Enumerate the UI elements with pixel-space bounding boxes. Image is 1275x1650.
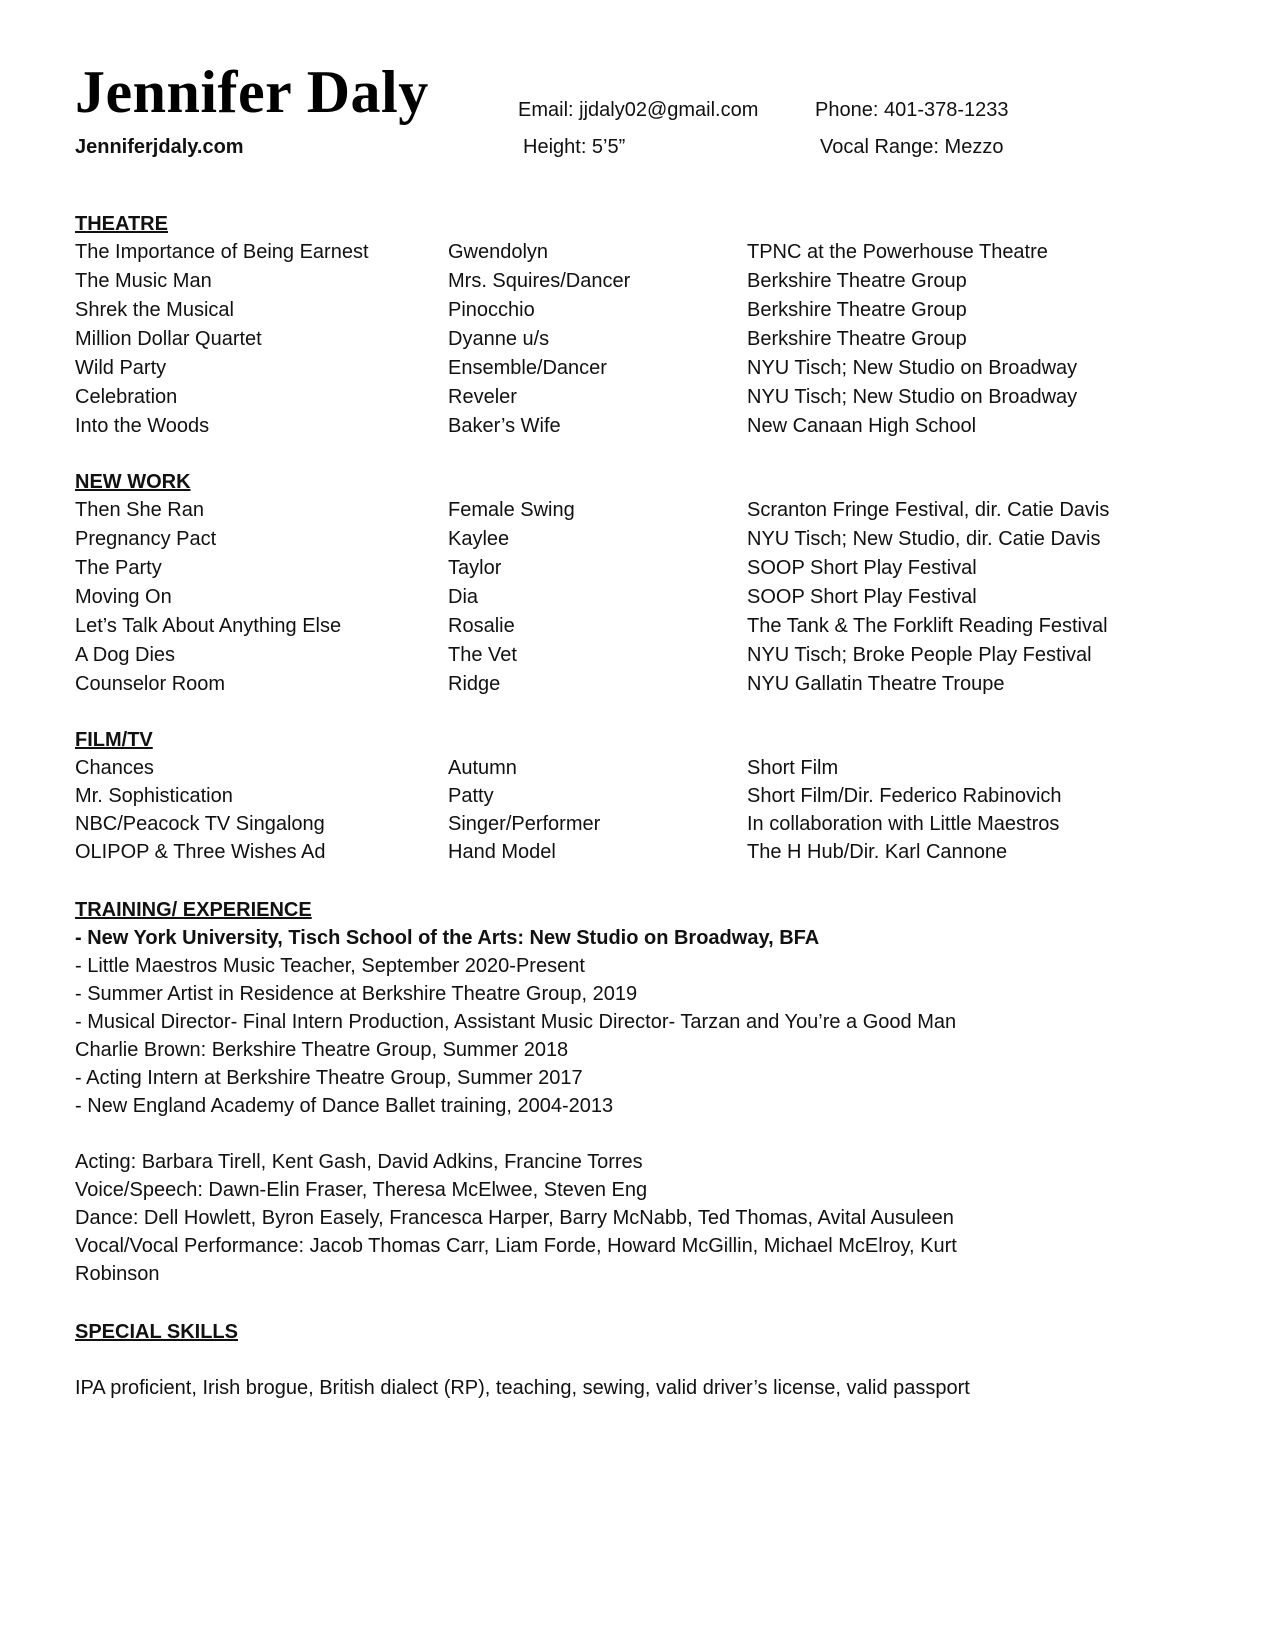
credit-venue: NYU Gallatin Theatre Troupe	[747, 673, 1005, 695]
credit-show: A Dog Dies	[75, 644, 176, 666]
credit-role: Mrs. Squires/Dancer	[448, 270, 631, 292]
resume-name: Jennifer Daly	[75, 59, 429, 125]
credit-row	[0, 238, 1275, 266]
credit-show: Then She Ran	[75, 499, 204, 521]
credit-row	[0, 554, 1275, 582]
credit-show: The Party	[75, 557, 162, 579]
credit-show: OLIPOP & Three Wishes Ad	[75, 841, 326, 863]
credit-row	[0, 670, 1275, 698]
credit-venue: NYU Tisch; New Studio, dir. Catie Davis	[747, 528, 1101, 550]
new-work-heading: NEW WORK	[75, 471, 191, 493]
phone: Phone: 401-378-1233	[815, 99, 1009, 121]
credit-show: Celebration	[75, 386, 178, 408]
credit-row	[0, 496, 1275, 524]
credit-venue: New Canaan High School	[747, 415, 977, 437]
credit-venue: The H Hub/Dir. Karl Cannone	[747, 841, 1008, 863]
credit-row	[0, 583, 1275, 611]
credit-row	[0, 782, 1275, 810]
credit-show: Into the Woods	[75, 415, 210, 437]
credit-venue: NYU Tisch; New Studio on Broadway	[747, 386, 1078, 408]
credit-role: Ridge	[448, 673, 501, 695]
experience-line: - New England Academy of Dance Ballet training, 2004-2013	[75, 1095, 614, 1117]
website: Jenniferjdaly.com	[75, 136, 244, 158]
experience-line: Charlie Brown: Berkshire Theatre Group, Summer 2018	[75, 1039, 569, 1061]
credit-role: Reveler	[448, 386, 517, 408]
credit-role: Rosalie	[448, 615, 515, 637]
credit-show: The Music Man	[75, 270, 212, 292]
credit-row	[0, 838, 1275, 866]
credit-row	[0, 525, 1275, 553]
email: Email: jjdaly02@gmail.com	[518, 99, 759, 121]
experience-line: - Acting Intern at Berkshire Theatre Group, Summer 2017	[75, 1067, 583, 1089]
experience-line: - Summer Artist in Residence at Berkshire Theatre Group, 2019	[75, 983, 638, 1005]
credit-show: NBC/Peacock TV Singalong	[75, 813, 325, 835]
credit-row	[0, 810, 1275, 838]
teachers-line: Acting: Barbara Tirell, Kent Gash, David Adkins, Francine Torres	[75, 1151, 643, 1173]
experience-line: - Little Maestros Music Teacher, September 2020-Present	[75, 955, 585, 977]
credit-role: Baker’s Wife	[448, 415, 561, 437]
credit-row	[0, 383, 1275, 411]
credit-role: Gwendolyn	[448, 241, 549, 263]
credit-show: Moving On	[75, 586, 172, 608]
credit-venue: Short Film	[747, 757, 839, 779]
credit-venue: TPNC at the Powerhouse Theatre	[747, 241, 1048, 263]
credit-show: Shrek the Musical	[75, 299, 234, 321]
credit-row	[0, 296, 1275, 324]
credit-role: Autumn	[448, 757, 517, 779]
credit-venue: SOOP Short Play Festival	[747, 557, 977, 579]
credit-role: Singer/Performer	[448, 813, 601, 835]
credit-role: Patty	[448, 785, 494, 807]
credit-show: Wild Party	[75, 357, 167, 379]
credit-show: Million Dollar Quartet	[75, 328, 262, 350]
credit-venue: In collaboration with Little Maestros	[747, 813, 1060, 835]
credit-role: The Vet	[448, 644, 517, 666]
theatre-heading: THEATRE	[75, 213, 168, 235]
credit-row	[0, 412, 1275, 440]
vocal-range: Vocal Range: Mezzo	[820, 136, 1004, 158]
credit-venue: The Tank & The Forklift Reading Festival	[747, 615, 1108, 637]
credit-show: Chances	[75, 757, 154, 779]
credit-row	[0, 267, 1275, 295]
special-skills-heading: SPECIAL SKILLS	[75, 1321, 238, 1343]
credit-venue: SOOP Short Play Festival	[747, 586, 977, 608]
credit-show: The Importance of Being Earnest	[75, 241, 369, 263]
credit-role: Dyanne u/s	[448, 328, 550, 350]
credit-venue: Berkshire Theatre Group	[747, 270, 967, 292]
credit-venue: NYU Tisch; Broke People Play Festival	[747, 644, 1092, 666]
teachers-line: Dance: Dell Howlett, Byron Easely, Francesca Harper, Barry McNabb, Ted Thomas, Avital Ausuleen	[75, 1207, 954, 1229]
credit-role: Kaylee	[448, 528, 510, 550]
credit-venue: NYU Tisch; New Studio on Broadway	[747, 357, 1078, 379]
training-heading: TRAINING/ EXPERIENCE	[75, 899, 312, 921]
teachers-line: Robinson	[75, 1263, 160, 1285]
credit-role: Pinocchio	[448, 299, 535, 321]
credit-row	[0, 325, 1275, 353]
experience-line: - Musical Director- Final Intern Production, Assistant Music Director- Tarzan and You’re a Good Man	[75, 1011, 957, 1033]
credit-row	[0, 354, 1275, 382]
credit-show: Pregnancy Pact	[75, 528, 217, 550]
degree-line: - New York University, Tisch School of the Arts: New Studio on Broadway, BFA	[75, 927, 820, 949]
credit-venue: Berkshire Theatre Group	[747, 328, 967, 350]
credit-show: Counselor Room	[75, 673, 226, 695]
credit-show: Mr. Sophistication	[75, 785, 233, 807]
credit-venue: Scranton Fringe Festival, dir. Catie Davis	[747, 499, 1110, 521]
credit-role: Dia	[448, 586, 479, 608]
credit-show: Let’s Talk About Anything Else	[75, 615, 342, 637]
credit-role: Ensemble/Dancer	[448, 357, 607, 379]
height: Height: 5’5”	[523, 136, 626, 158]
credit-venue: Short Film/Dir. Federico Rabinovich	[747, 785, 1062, 807]
special-skills-text: IPA proficient, Irish brogue, British dialect (RP), teaching, sewing, valid driver’s license, valid passport	[75, 1377, 970, 1399]
credit-role: Taylor	[448, 557, 502, 579]
credit-row	[0, 612, 1275, 640]
teachers-line: Voice/Speech: Dawn-Elin Fraser, Theresa McElwee, Steven Eng	[75, 1179, 648, 1201]
credit-role: Hand Model	[448, 841, 556, 863]
credit-role: Female Swing	[448, 499, 575, 521]
credit-venue: Berkshire Theatre Group	[747, 299, 967, 321]
credit-row	[0, 754, 1275, 782]
film-tv-heading: FILM/TV	[75, 729, 153, 751]
teachers-line: Vocal/Vocal Performance: Jacob Thomas Carr, Liam Forde, Howard McGillin, Michael McElroy, Kurt	[75, 1235, 957, 1257]
credit-row	[0, 641, 1275, 669]
